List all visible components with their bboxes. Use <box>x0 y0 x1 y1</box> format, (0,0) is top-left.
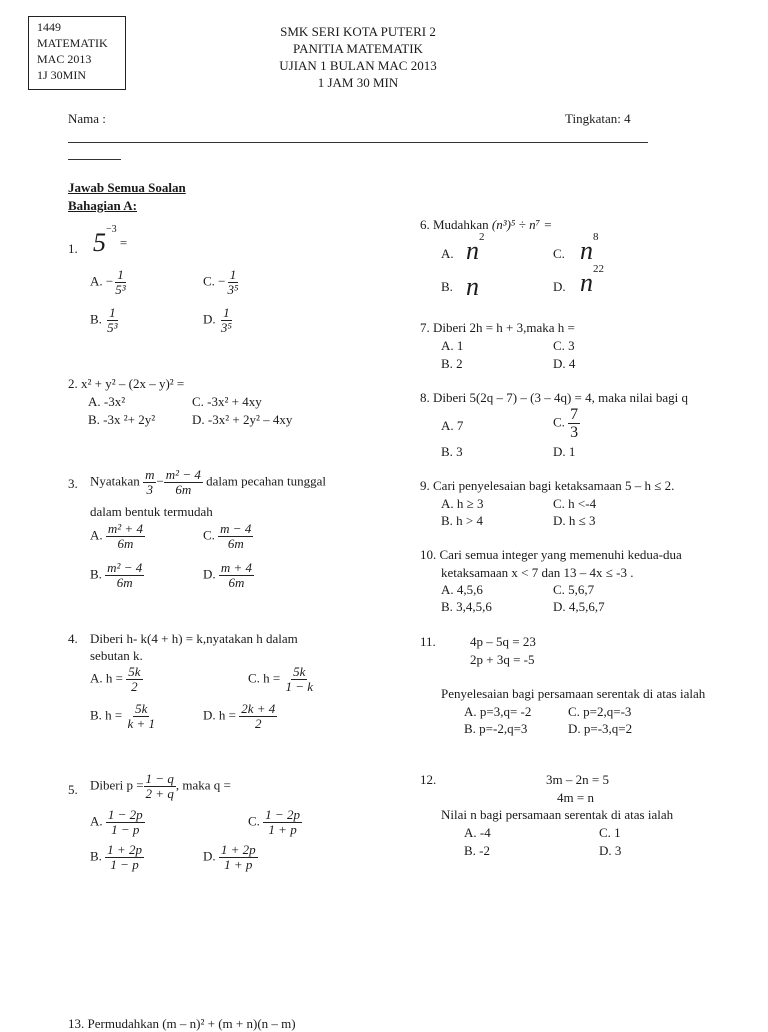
paper-code: 1449 <box>37 20 61 34</box>
form-label: Tingkatan: 4 <box>565 111 631 126</box>
exam-title: UJIAN 1 BULAN MAC 2013 <box>279 58 437 73</box>
subject: MATEMATIK <box>37 36 108 50</box>
exam-duration: 1 JAM 30 MIN <box>317 75 399 90</box>
section-a-title: Bahagian A: <box>68 198 137 213</box>
question-13: 13. Permudahkan (m – n)² + (m + n)(n – m) <box>68 1016 296 1031</box>
exam-date: MAC 2013 <box>37 52 92 66</box>
panel-name: PANITIA MATEMATIK <box>293 41 423 56</box>
name-line <box>68 142 648 143</box>
name-label: Nama : <box>68 111 106 126</box>
duration: 1J 30MIN <box>37 68 87 82</box>
paper-code-box <box>28 16 126 90</box>
name-line-short <box>68 159 121 160</box>
school-name: SMK SERI KOTA PUTERI 2 <box>280 24 436 39</box>
instruction-answer-all: Jawab Semua Soalan <box>68 180 186 195</box>
